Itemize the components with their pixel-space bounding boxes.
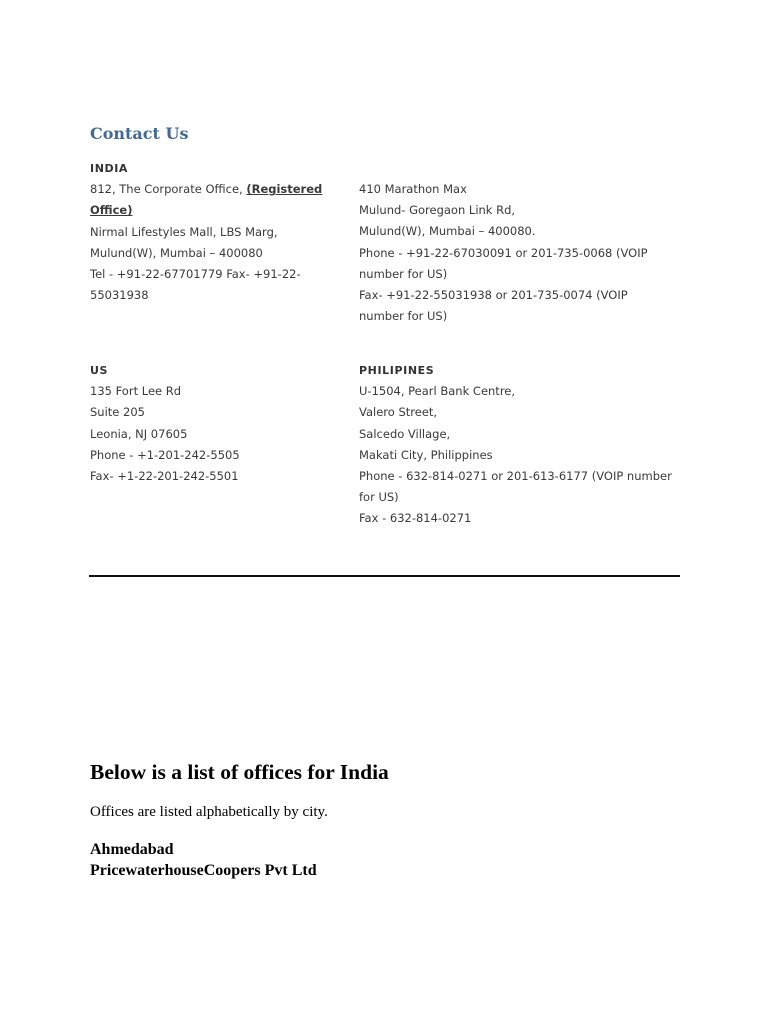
address-line: Leonia, NJ 07605 xyxy=(90,426,188,441)
registered-office-link[interactable]: (Registered xyxy=(246,182,323,197)
address-line: 410 Marathon Max xyxy=(359,182,467,196)
address-line xyxy=(90,179,340,200)
us-office-address xyxy=(90,360,340,487)
india-heading: INDIA xyxy=(90,162,129,175)
us-heading: US xyxy=(90,364,109,377)
fax-line: number for US) xyxy=(359,309,448,324)
philippines-office-address xyxy=(359,360,689,530)
address-line: Mulund- Goregaon Link Rd, xyxy=(359,203,516,218)
offices-list-title: Below is a list of offices for India xyxy=(90,760,389,784)
address-line: 135 Fort Lee Rd xyxy=(90,384,182,399)
india-office-address-2 xyxy=(359,179,689,327)
fax-line: Fax- +91-22-55031938 or 201-735-0074 (VOIP xyxy=(359,288,628,303)
office-firm-name: PricewaterhouseCoopers Pvt Ltd xyxy=(90,862,317,879)
phone-line: for US) xyxy=(359,490,399,505)
fax-line: Fax- +1-22-201-242-5501 xyxy=(90,469,239,484)
address-line: Suite 205 xyxy=(90,405,145,420)
address-line: Makati City, Philippines xyxy=(359,447,493,462)
contact-us-title: Contact Us xyxy=(90,124,189,143)
philippines-heading: PHILIPINES xyxy=(359,364,435,377)
india-office-address-1 xyxy=(90,158,340,306)
office-city-heading: Ahmedabad xyxy=(90,841,174,858)
address-line: U-1504, Pearl Bank Centre, xyxy=(359,384,516,399)
offices-list-note: Offices are listed alphabetically by city. xyxy=(90,804,328,820)
phone-fax-line: 55031938 xyxy=(90,288,149,303)
address-line: Valero Street, xyxy=(359,405,438,420)
phone-line: Phone - +1-201-242-5505 xyxy=(90,447,240,462)
phone-line: Phone - +91-22-67030091 or 201-735-0068 (VOIP xyxy=(359,245,648,260)
address-line: Mulund(W), Mumbai – 400080 xyxy=(90,245,263,260)
phone-line: Phone - 632-814-0271 or 201-613-6177 (VOIP number xyxy=(359,469,672,484)
address-line: Salcedo Village, xyxy=(359,426,451,441)
address-text: 812, The Corporate Office, xyxy=(90,182,247,197)
fax-line: Fax - 632-814-0271 xyxy=(359,511,472,526)
phone-fax-line: Tel - +91-22-67701779 Fax- +91-22- xyxy=(90,267,301,282)
horizontal-divider xyxy=(89,575,680,577)
phone-line: number for US) xyxy=(359,266,448,281)
address-line: Nirmal Lifestyles Mall, LBS Marg, xyxy=(90,224,278,239)
registered-office-link-continued[interactable]: Office) xyxy=(90,203,133,218)
address-line: Mulund(W), Mumbai – 400080. xyxy=(359,224,536,239)
